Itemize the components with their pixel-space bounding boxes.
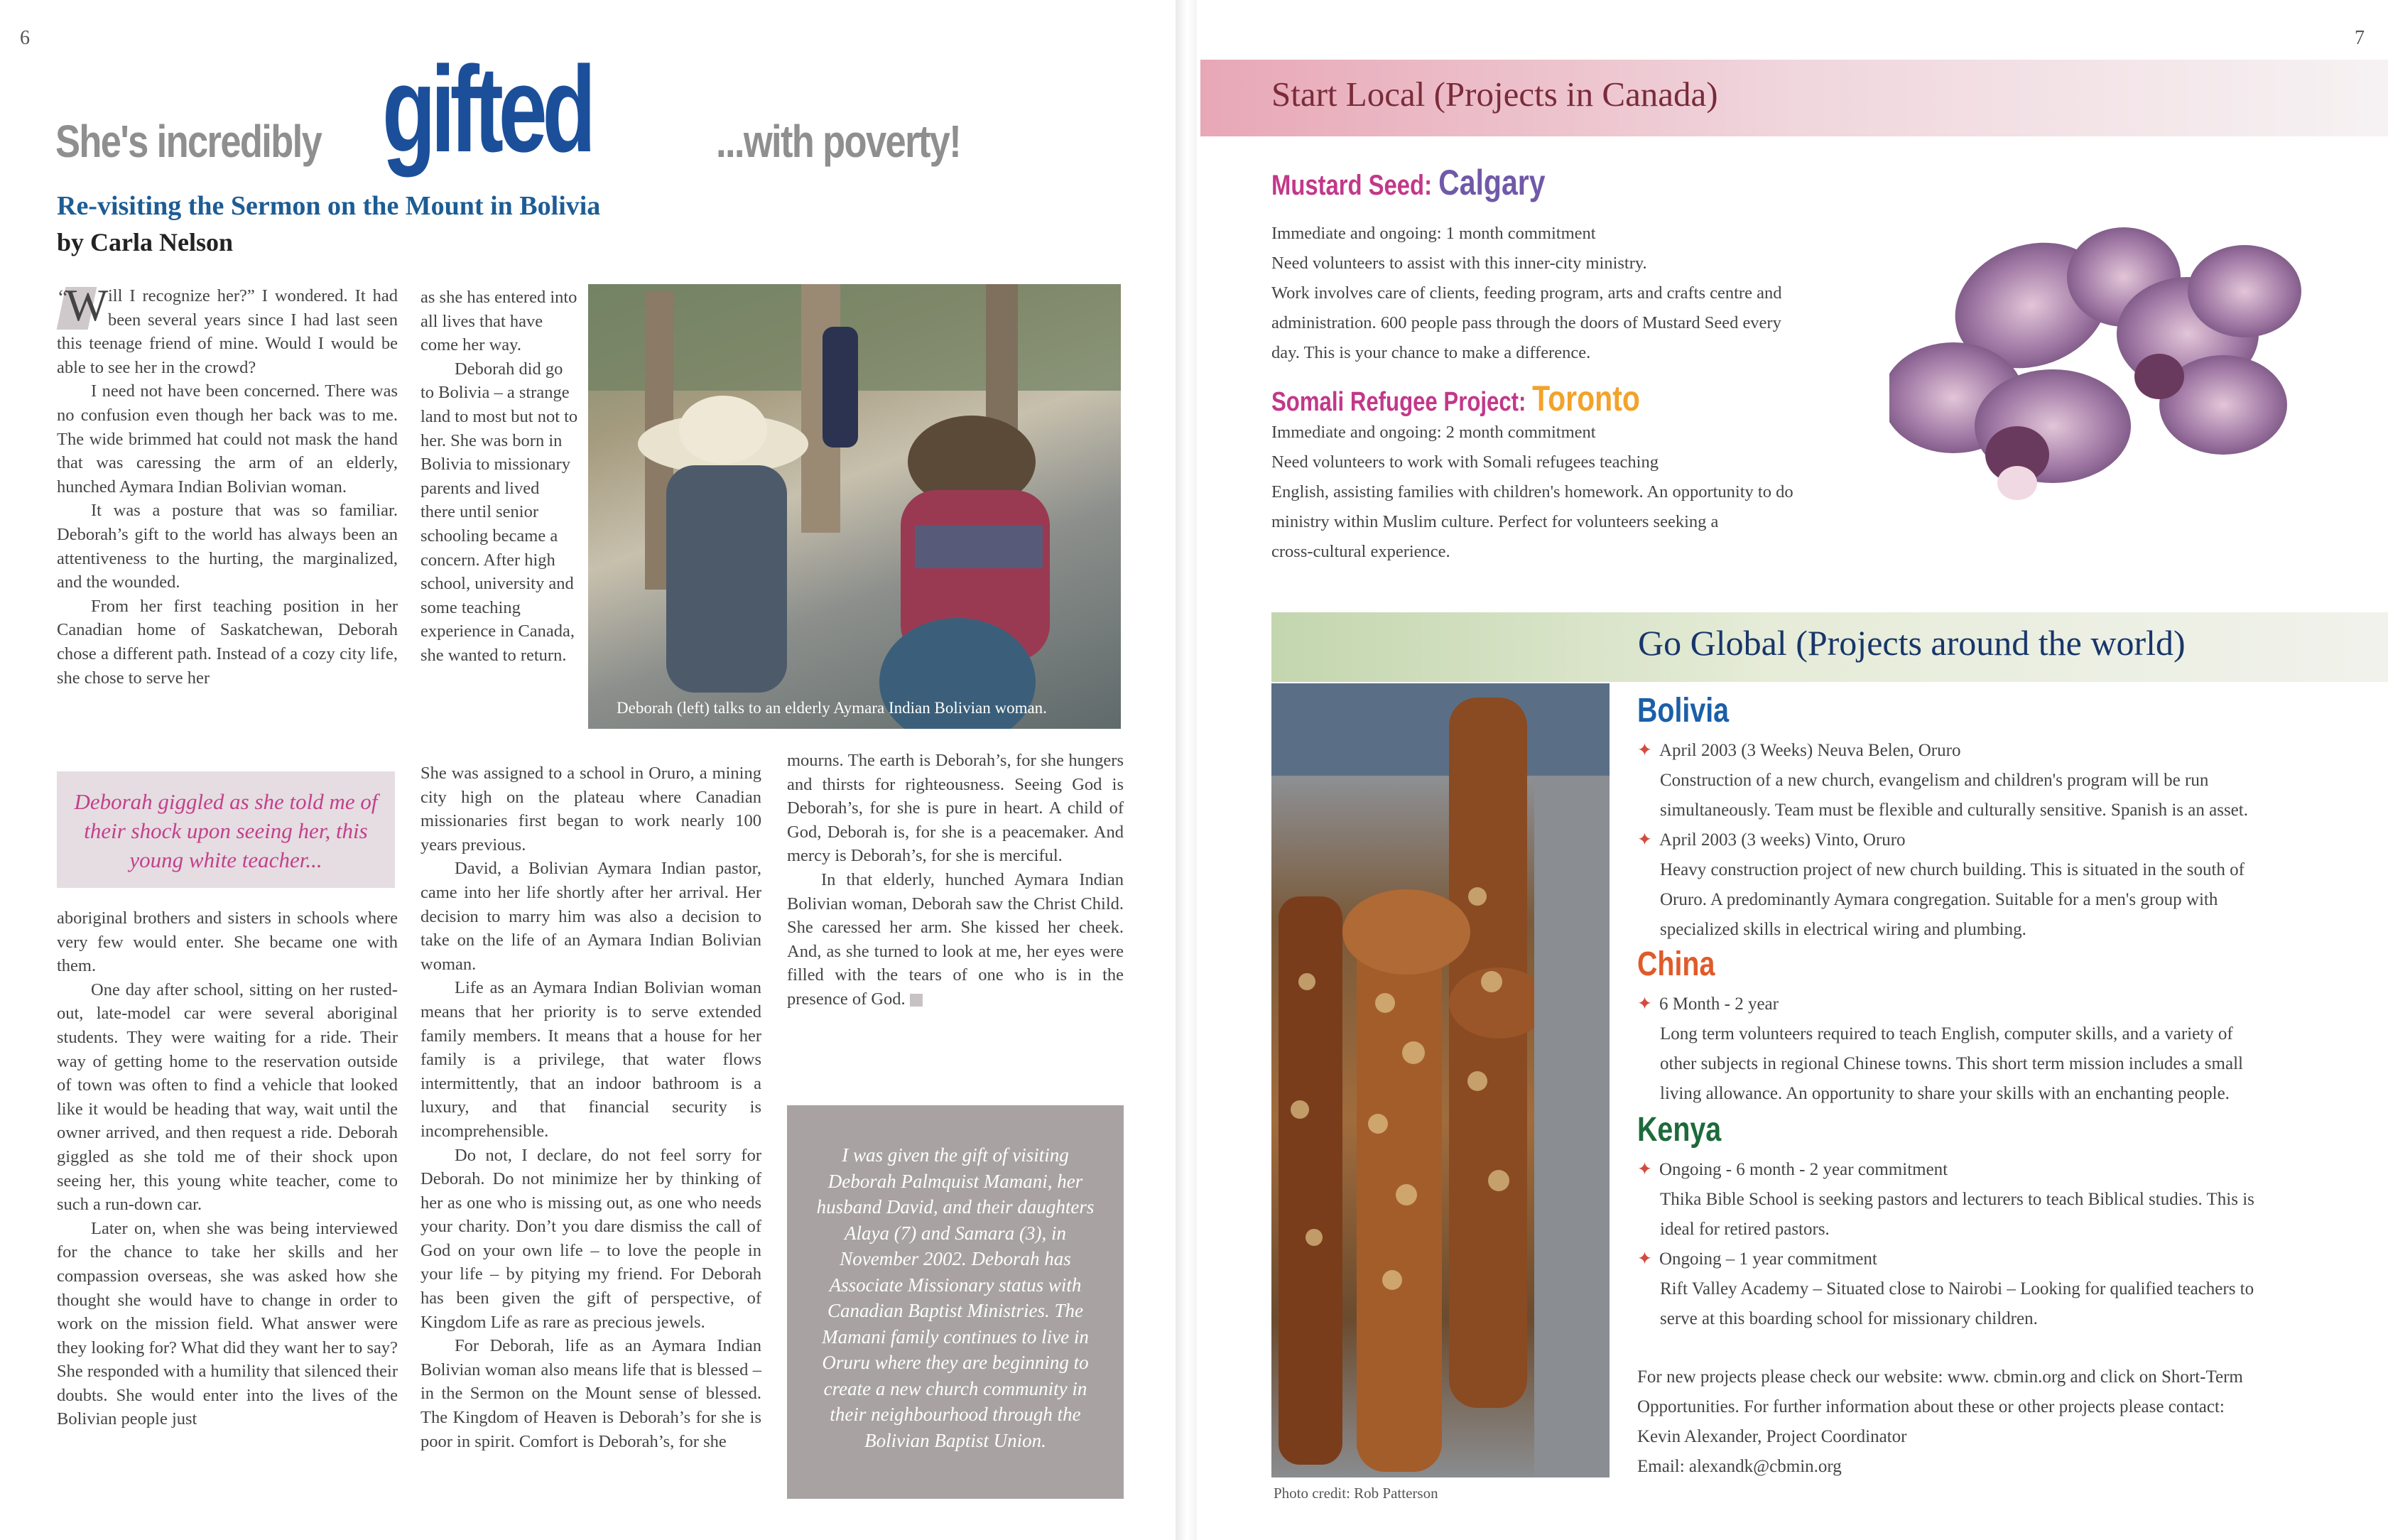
country-bolivia: Bolivia <box>1637 692 1730 730</box>
column-3 <box>787 749 1124 1012</box>
drop-cap: “ W <box>57 287 101 331</box>
kenya-projects: ✦ Ongoing - 6 month - 2 year commitment Thika Bible School is seeking pastors and lecturers to teach Biblical studies. This is ideal for retired pastors. ✦ Ongoing – 1 year commitment Rift Valley Academy – Situated close to Nairobi – Looking for qualified teachers to serve at this boarding school for missionary children. <box>1637 1160 2254 1328</box>
paragraph: Later on, when she was being interviewed for the chance to take her skills and her compassion overseas, she was asked how she thought she would have to change in order to work on the mission field. What answer were they looking for? What did they want her to say? She responded with a humility that silenced their doubts. She would enter into the lives of the Bolivian people just <box>57 1218 398 1429</box>
giraffe-carving-photo <box>1271 683 1610 1477</box>
paragraph: Life as an Aymara Indian Bolivian woman means that her priority is to serve extended family members. It means that a house for her family is a privilege, that water flows intermittently, that an indoor bathroom is a luxury, and that financial security is incomprehensible. <box>420 978 761 1141</box>
article-subtitle: Re-visiting the Sermon on the Mount in Bolivia <box>57 191 601 221</box>
pull-quote: Deborah giggled as she told me of their shock upon seeing her, this young white teacher... <box>57 771 395 888</box>
column-2-narrow <box>420 286 578 668</box>
somali-project-text: Immediate and ongoing: 2 month commitment Need volunteers to work with Somali refugees teaching English, assisting families with children's homework. An opportunity to do ministry within Muslim culture. Perfect for volunteers seeking a cross-cultural experience. <box>1271 423 1793 561</box>
start-local-heading: Start Local (Projects in Canada) <box>1271 75 1718 114</box>
article-byline: by Carla Nelson <box>57 228 234 256</box>
bolivia-projects: ✦ April 2003 (3 Weeks) Neuva Belen, Oruro Construction of a new church, evangelism and children's program will be run simultaneously. Team must be flexible and culturally sensitive. Spanish is an asset. ✦ April 2003 (3 weeks) Vinto, Oruro Heavy construction project of new church building. This is situated in the south of Oruro. A predominantly Aymara congregation. Suitable for a men's group with specialized skills in electrical wiring and plumbing. <box>1637 741 2248 939</box>
china-projects: ✦ 6 Month - 2 year Long term volunteers required to teach English, computer skills, and a variety of other subjects in regional Chinese towns. This short term mission includes a small living allowance. An opportunity to share your skills with an enchanting people. <box>1637 994 2243 1103</box>
page-number-right: 7 <box>2355 27 2365 49</box>
paragraph: In that elderly, hunched Aymara Indian Bolivian woman, Deborah saw the Christ Child. She caressed her arm. She kissed her cheek. And, as she turned to look at me, her eyes were filled with the tears of one who is in the presence of God. <box>787 869 1124 1009</box>
somali-project-heading: Somali Refugee Project: Toronto <box>1271 379 1640 418</box>
mustard-seed-heading: Mustard Seed: Calgary <box>1271 163 1546 202</box>
star-bullet-icon: ✦ <box>1637 1249 1652 1269</box>
photo-caption: Deborah (left) talks to an elderly Aymara Indian Bolivian woman. <box>617 699 1047 717</box>
headline-part-2: gifted <box>382 41 591 178</box>
column-1-bottom <box>57 906 398 1431</box>
headline-part-1: She's incredibly <box>55 116 322 167</box>
go-global-header <box>1271 612 2388 682</box>
start-local-header <box>1200 60 2388 136</box>
country-kenya: Kenya <box>1637 1111 1722 1149</box>
country-china: China <box>1637 945 1715 983</box>
paragraph: From her first teaching position in her Canadian home of Saskatchewan, Deborah chose a different path. Instead of a cozy city life, she chose to serve her <box>57 596 398 688</box>
paragraph: She was assigned to a school in Oruro, a mining city high on the plateau where Canadian missionaries first began to work nearly 100 years previous. <box>420 764 761 855</box>
paragraph: It was a posture that was so familiar. Deborah’s gift to the world has always been an attentiveness to the hurting, the marginalized, and the wounded. <box>57 501 398 592</box>
orchid-image <box>1889 213 2316 526</box>
star-bullet-icon: ✦ <box>1637 994 1652 1014</box>
photo-credit: Photo credit: Rob Patterson <box>1274 1485 1438 1502</box>
contact-info: For new projects please check our website: www. cbmin.org and click on Short-Term Opportunities. For further information about these or other projects please contact: Kevin Alexander, Project Coordinator Email: alexandk@cbmin.org <box>1637 1367 2243 1476</box>
left-page <box>0 0 1179 1540</box>
paragraph: One day after school, sitting on her rusted-out, late-model car were several aboriginal students. They were waiting for a ride. Their way of getting home to the reservation outside of town was often to find a vehicle that looked like it would be heading that way, wait until the owner arrived, and then request a ride. Deborah giggled as she told me of their shock upon seeing her, this young white teacher, come to such a run-down car. <box>57 980 398 1215</box>
paragraph: David, a Bolivian Aymara Indian pastor, came into her life shortly after her arrival. Her decision to marry him was also a decision to take on the life of an Aymara Indian Bolivian woman. <box>420 859 761 974</box>
paragraph: For Deborah, life as an Aymara Indian Bolivian woman also means life that is blessed – in the Sermon on the Mount sense of blessed. The Kingdom of Heaven is Deborah’s for she is poor in spirit. Comfort is Deborah’s, for she <box>420 1336 761 1451</box>
paragraph: Do not, I declare, do not feel sorry for Deborah. Do not minimize her by thinking of her as one who is missing out, as one who needs your charity. Don’t you dare dismiss the call of God on your own life – to love the people in your life – by pitying my friend. For Deborah has been given the gift of perspective, of Kingdom Life as rare as precious jewels. <box>420 1145 761 1332</box>
author-sidebar: I was given the gift of visiting Deborah Palmquist Mamani, her husband David, and their daughters Alaya (7) and Samara (3), in November 2002. Deborah has Associate Missionary status with Canadian Baptist Ministries. The Mamani family continues to live in Oruru where they are beginning to create a new church community in their neighbourhood through the Bolivian Baptist Union. <box>787 1105 1124 1499</box>
paragraph: aboriginal brothers and sisters in schools where very few would enter. She became one with them. <box>57 909 398 976</box>
column-1-top <box>57 280 398 690</box>
giraffe-illustration <box>1271 683 1610 1477</box>
page-number-left: 6 <box>20 27 30 49</box>
article-photo <box>588 284 1121 729</box>
end-mark-icon <box>910 994 923 1007</box>
star-bullet-icon: ✦ <box>1637 741 1652 760</box>
go-global-heading: Go Global (Projects around the world) <box>1638 623 2186 663</box>
paragraph: as she has entered into all lives that have come her way. <box>420 288 577 355</box>
paragraph: Deborah did go to Bolivia – a strange land to most but not to her. She was born in Bolivia to missionary parents and lived there until senior schooling became a concern. After high school, university and some teaching experience in Canada, she wanted to return. <box>420 359 578 665</box>
photo-illustration <box>588 284 1121 729</box>
column-2-wide <box>420 761 761 1453</box>
paragraph: mourns. The earth is Deborah’s, for she hungers and thirsts for righteousness. Seeing God is Deborah’s, for she is pure in heart. A child of God, Deborah is, for she is a peacemaker. And mercy is Deborah’s, for she is merciful. <box>787 751 1124 866</box>
paragraph: “ W ill I recognize her?” I wondered. It had been several years since I had last seen this teenage friend of mine. Would I would be able to see her in the crowd? <box>57 280 398 377</box>
star-bullet-icon: ✦ <box>1637 830 1652 850</box>
mustard-seed-text: Immediate and ongoing: 1 month commitment Need volunteers to assist with this inner-city ministry. Work involves care of clients, feeding program, arts and crafts centre and administration. 600 people pass through the doors of Mustard Seed every day. This is your chance to make a difference. <box>1271 224 1782 362</box>
star-bullet-icon: ✦ <box>1637 1160 1652 1179</box>
paragraph: I need not have been concerned. There was no confusion even though her back was to me. The wide brimmed hat could not mask the hand that was caressing the arm of an elderly, hunched Aymara Indian Bolivian woman. <box>57 381 398 497</box>
headline-part-3: ...with poverty! <box>716 116 961 167</box>
